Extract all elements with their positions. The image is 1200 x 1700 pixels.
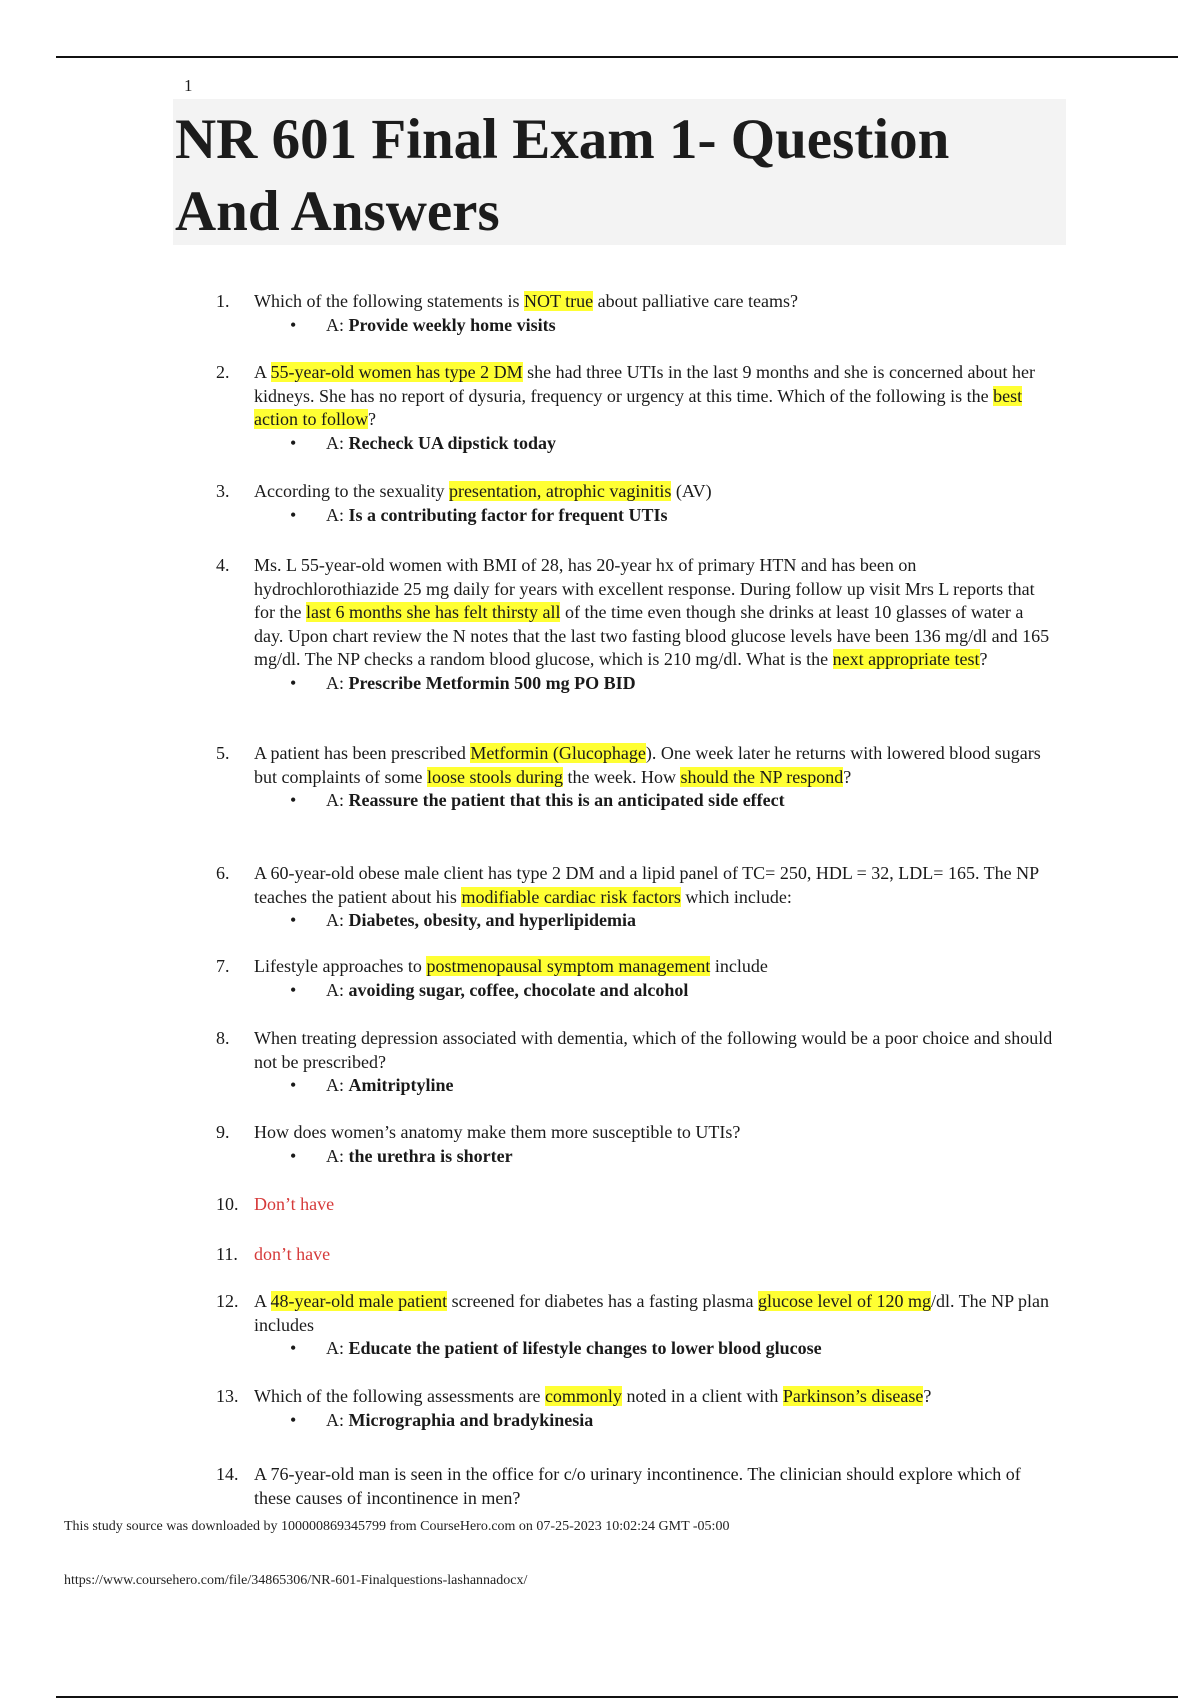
bottom-rule bbox=[56, 1696, 1178, 1698]
bullet-icon: • bbox=[290, 1145, 297, 1166]
answer-prefix: A: bbox=[326, 1338, 349, 1358]
answer bbox=[254, 1409, 1056, 1433]
answer bbox=[254, 672, 1056, 696]
highlighted-text: should the NP respond bbox=[680, 766, 844, 787]
missing-note: don’t have bbox=[254, 1244, 331, 1264]
question-text bbox=[254, 554, 1056, 672]
question-number: 4. bbox=[216, 555, 230, 575]
question-text-part: the week. How bbox=[563, 766, 681, 787]
page-title: NR 601 Final Exam 1- Question And Answers bbox=[175, 108, 950, 243]
answer-prefix: A: bbox=[326, 314, 349, 335]
answer-prefix: A: bbox=[326, 1145, 349, 1166]
question-number: 3. bbox=[216, 481, 230, 501]
question-text bbox=[254, 1385, 1056, 1409]
question-text-part: which include: bbox=[680, 886, 792, 907]
answer-text: Diabetes, obesity, and hyperlipidemia bbox=[348, 910, 637, 930]
question-number: 1. bbox=[216, 291, 230, 311]
question-text bbox=[254, 1121, 1056, 1145]
question-text-part: A bbox=[254, 362, 271, 382]
download-note: This study source was downloaded by 100000869345799 from CourseHero.com on 07-25-2023 10:02:24 GMT -05:00 bbox=[64, 1519, 730, 1534]
question-text bbox=[254, 1290, 1056, 1337]
answer bbox=[254, 909, 1056, 933]
answer bbox=[254, 314, 1056, 338]
highlighted-text: postmenopausal symptom management bbox=[426, 956, 711, 976]
answer-prefix: A: bbox=[326, 504, 349, 525]
question-number: 14. bbox=[216, 1464, 239, 1484]
answer-text: Is a contributing factor for frequent UTIs bbox=[348, 504, 668, 525]
question-text bbox=[254, 862, 1056, 909]
question-text-part: According to the sexuality bbox=[254, 481, 449, 501]
question-text-part: Which of the following assessments are bbox=[254, 1386, 545, 1406]
answer bbox=[254, 979, 1056, 1003]
highlighted-text: presentation, atrophic vaginitis bbox=[448, 481, 672, 501]
bullet-icon: • bbox=[290, 790, 297, 810]
highlighted-text: loose stools during bbox=[426, 766, 563, 787]
highlighted-text: last 6 months she has felt thirsty all bbox=[305, 602, 561, 622]
question-item bbox=[216, 1193, 1056, 1217]
answer-prefix: A: bbox=[326, 432, 349, 453]
question-number: 7. bbox=[216, 956, 230, 976]
question-item bbox=[216, 554, 1056, 695]
question-text-part: she had three UTIs in the last 9 months and she is concerned about her kidneys. She has no report of dysuria, frequency or urgency at this time. Which of the following is the bbox=[254, 362, 1035, 406]
answer bbox=[254, 1337, 1056, 1361]
question-text bbox=[254, 1193, 1056, 1217]
question-text bbox=[254, 742, 1056, 789]
answer-prefix: A: bbox=[326, 790, 349, 810]
question-text-part: A bbox=[254, 1291, 271, 1311]
question-text-part: (AV) bbox=[671, 481, 712, 501]
question-number: 12. bbox=[216, 1291, 239, 1311]
question-text-part: of the time even though she drinks at least 10 glasses of water a day. Upon chart review the N notes that the last two fasting blood glucose levels have been 136 mg/dl and 165 mg/dl. The NP checks a random blood glucose, which is 210 mg/dl. What is the bbox=[254, 602, 1050, 669]
question-text-part: include bbox=[710, 956, 768, 976]
bullet-icon: • bbox=[290, 1409, 297, 1430]
question-number: 5. bbox=[216, 743, 230, 763]
question-text-part: A 60-year-old obese male client has type 2 DM and a lipid panel of TC= 250, HDL = 32, LDL= 165. The NP teaches the patient about his bbox=[254, 863, 1039, 907]
question-item bbox=[216, 1463, 1056, 1510]
question-text bbox=[254, 480, 1056, 504]
question-number: 11. bbox=[216, 1244, 238, 1264]
answer-text: Recheck UA dipstick today bbox=[348, 432, 557, 453]
bullet-icon: • bbox=[290, 504, 297, 525]
question-item bbox=[216, 361, 1056, 455]
question-text-part: noted in a client with bbox=[621, 1386, 783, 1406]
answer-text: avoiding sugar, coffee, chocolate and alcohol bbox=[348, 979, 689, 1000]
question-text-part: How does women’s anatomy make them more susceptible to UTIs? bbox=[254, 1122, 741, 1142]
answer-text: Reassure the patient that this is an anticipated side effect bbox=[348, 790, 785, 810]
answer bbox=[254, 1145, 1056, 1169]
question-text bbox=[254, 361, 1056, 432]
question-item bbox=[216, 862, 1056, 933]
question-number: 13. bbox=[216, 1386, 239, 1406]
question-text-part: Ms. L 55-year-old women with BMI of 28, has 20-year hx of primary HTN and has been on hydrochlorothiazide 25 mg daily for years with excellent response. During follow up visit Mrs L reports that for the bbox=[254, 555, 1035, 622]
question-item bbox=[216, 955, 1056, 1002]
bullet-icon: • bbox=[290, 910, 297, 930]
highlighted-text: 55-year-old women has type 2 DM bbox=[270, 362, 523, 382]
question-text-part: ? bbox=[979, 649, 988, 669]
highlighted-text: NOT true bbox=[523, 291, 594, 311]
question-text-part: Which of the following statements is bbox=[254, 291, 524, 311]
bullet-icon: • bbox=[290, 1075, 297, 1095]
question-item bbox=[216, 1290, 1056, 1361]
highlighted-text: glucose level of 120 mg bbox=[757, 1291, 931, 1311]
bullet-icon: • bbox=[290, 314, 297, 335]
page-number: 1 bbox=[184, 76, 193, 95]
highlighted-text: best action to follow bbox=[254, 385, 1023, 429]
question-number: 9. bbox=[216, 1122, 230, 1142]
highlighted-text: next appropriate test bbox=[832, 649, 980, 669]
question-item bbox=[216, 1121, 1056, 1168]
answer bbox=[254, 789, 1056, 813]
missing-note: Don’t have bbox=[254, 1194, 335, 1214]
source-url[interactable]: https://www.coursehero.com/file/34865306/NR-601-Finalquestions-lashannadocx/ bbox=[64, 1573, 528, 1588]
answer bbox=[254, 432, 1056, 456]
answer bbox=[254, 504, 1056, 528]
question-text-part: A 76-year-old man is seen in the office for c/o urinary incontinence. The clinician should explore which of these causes of incontinence in men? bbox=[254, 1464, 1021, 1508]
question-item bbox=[216, 742, 1056, 813]
question-text bbox=[254, 1463, 1056, 1510]
highlighted-text: modifiable cardiac risk factors bbox=[461, 886, 681, 907]
question-text-part: screened for diabetes has a fasting plasma bbox=[447, 1291, 758, 1311]
answer-prefix: A: bbox=[326, 1409, 349, 1430]
top-rule bbox=[56, 56, 1178, 58]
question-item bbox=[216, 1385, 1056, 1432]
answer-text: Amitriptyline bbox=[348, 1075, 454, 1095]
question-text-part: Lifestyle approaches to bbox=[254, 956, 427, 976]
answer-prefix: A: bbox=[326, 979, 349, 1000]
question-item bbox=[216, 480, 1056, 527]
highlighted-text: commonly bbox=[544, 1386, 622, 1406]
question-text bbox=[254, 955, 1056, 979]
answer-prefix: A: bbox=[326, 672, 349, 693]
question-text-part: ). One week later he returns with lowered blood sugars but complaints of some bbox=[254, 743, 1041, 787]
answer-text: the urethra is shorter bbox=[348, 1145, 513, 1166]
question-text bbox=[254, 1027, 1056, 1074]
question-text-part: /dl. The NP plan includes bbox=[254, 1291, 1049, 1335]
question-number: 6. bbox=[216, 863, 230, 883]
question-text-part: When treating depression associated with dementia, which of the following would be a poor choice and should not be prescribed? bbox=[254, 1028, 1053, 1072]
bullet-icon: • bbox=[290, 672, 297, 693]
answer bbox=[254, 1074, 1056, 1098]
question-item bbox=[216, 290, 1056, 337]
question-number: 8. bbox=[216, 1028, 230, 1048]
question-text-part: ? bbox=[367, 409, 376, 429]
question-text-part: about palliative care teams? bbox=[593, 291, 799, 311]
question-text-part: ? bbox=[923, 1386, 932, 1406]
answer-text: Provide weekly home visits bbox=[348, 314, 556, 335]
answer-prefix: A: bbox=[326, 1075, 349, 1095]
highlighted-text: Parkinson’s disease bbox=[782, 1386, 924, 1406]
bullet-icon: • bbox=[290, 979, 297, 1000]
highlighted-text: 48-year-old male patient bbox=[270, 1291, 448, 1311]
answer-text: Micrographia and bradykinesia bbox=[348, 1409, 594, 1430]
question-text bbox=[254, 290, 1056, 314]
highlighted-text: Metformin (Glucophage bbox=[470, 743, 646, 763]
answer-prefix: A: bbox=[326, 910, 349, 930]
question-text-part: ? bbox=[843, 766, 852, 787]
question-item bbox=[216, 1243, 1056, 1267]
question-number: 2. bbox=[216, 362, 230, 382]
bullet-icon: • bbox=[290, 432, 297, 453]
question-text bbox=[254, 1243, 1056, 1267]
bullet-icon: • bbox=[290, 1338, 297, 1358]
question-text-part: A patient has been prescribed bbox=[254, 743, 471, 763]
question-number: 10. bbox=[216, 1194, 239, 1214]
answer-text: Prescribe Metformin 500 mg PO BID bbox=[348, 672, 636, 693]
answer-text: Educate the patient of lifestyle changes to lower blood glucose bbox=[348, 1338, 822, 1358]
question-item bbox=[216, 1027, 1056, 1098]
